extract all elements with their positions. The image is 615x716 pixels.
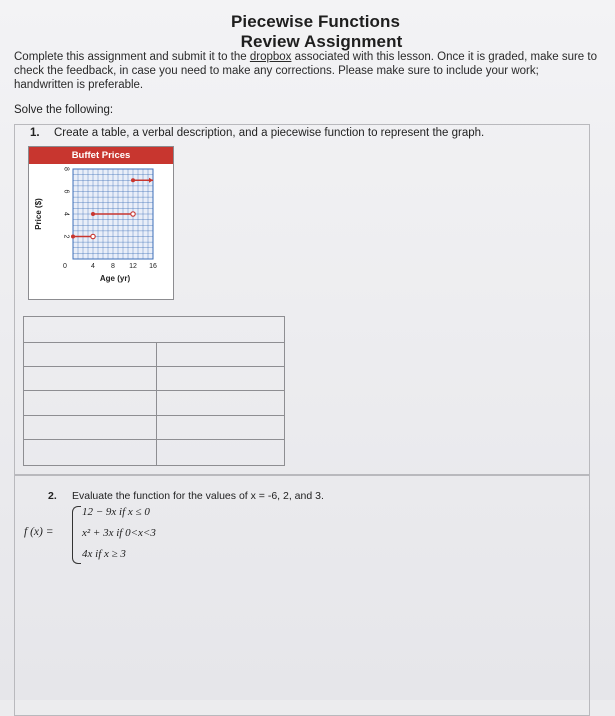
closed-endpoint: [131, 178, 135, 182]
buffet-prices-chart: [28, 146, 174, 300]
page-subtitle: Review Assignment: [240, 32, 403, 51]
x-tick-label: 16: [149, 263, 157, 270]
question-1-number: 1.: [30, 127, 40, 139]
instructions-paragraph: [14, 50, 599, 92]
table-cell[interactable]: [24, 439, 157, 465]
table-cell[interactable]: [24, 343, 157, 367]
instructions-text-1: Complete this assignment and submit it to the: [14, 51, 250, 63]
y-tick-label: 4: [62, 212, 70, 216]
closed-endpoint: [91, 212, 95, 216]
open-endpoint: [131, 212, 135, 216]
y-tick-label: 6: [62, 189, 70, 194]
function-case-1: 12 − 9x if x ≤ 0: [82, 506, 150, 518]
x-axis-label: Age (yr): [99, 274, 131, 283]
question-2-number: 2.: [48, 490, 57, 502]
question-1-text: Create a table, a verbal description, and a piecewise function to represent the graph.: [54, 127, 485, 139]
open-endpoint: [91, 234, 95, 238]
closed-endpoint: [71, 235, 75, 239]
function-case-3: 4x if x ≥ 3: [82, 548, 126, 560]
table-cell[interactable]: [157, 367, 285, 391]
y-tick-label: 2: [62, 234, 70, 239]
instructions-text-2: associated with this lesson. Once it is graded, make sure to check the feedback, in case you need to make any corrections. Please make sure to include your work; handwritten is preferable.: [14, 51, 597, 91]
chart-plot-area: [29, 147, 173, 299]
chart-title: Buffet Prices: [29, 147, 173, 164]
table-cell[interactable]: [157, 343, 285, 367]
table-header-cell[interactable]: [24, 317, 285, 343]
answer-table: [23, 316, 285, 466]
table-cell[interactable]: [24, 391, 157, 415]
x-tick-label: 0: [63, 263, 67, 270]
table-cell[interactable]: [157, 439, 285, 465]
x-tick-label: 12: [129, 263, 137, 270]
table-cell[interactable]: [24, 367, 157, 391]
solve-label: Solve the following:: [14, 104, 114, 116]
table-cell[interactable]: [157, 415, 285, 439]
x-tick-label: 8: [111, 263, 115, 270]
y-axis-label: Price ($): [34, 198, 43, 230]
table-cell[interactable]: [157, 391, 285, 415]
table-cell[interactable]: [24, 415, 157, 439]
piecewise-brace: [72, 506, 81, 564]
page-title: Piecewise Functions: [230, 12, 401, 31]
x-tick-label: 4: [91, 263, 95, 270]
question-1: [30, 127, 484, 139]
function-case-2: x² + 3x if 0<x<3: [82, 527, 156, 539]
function-lhs: f (x) =: [24, 526, 54, 538]
dropbox-link[interactable]: dropbox: [249, 51, 292, 63]
y-tick-label: 8: [62, 167, 70, 171]
question-2-text: Evaluate the function for the values of x = -6, 2, and 3.: [72, 490, 324, 502]
question-2: [48, 490, 324, 502]
